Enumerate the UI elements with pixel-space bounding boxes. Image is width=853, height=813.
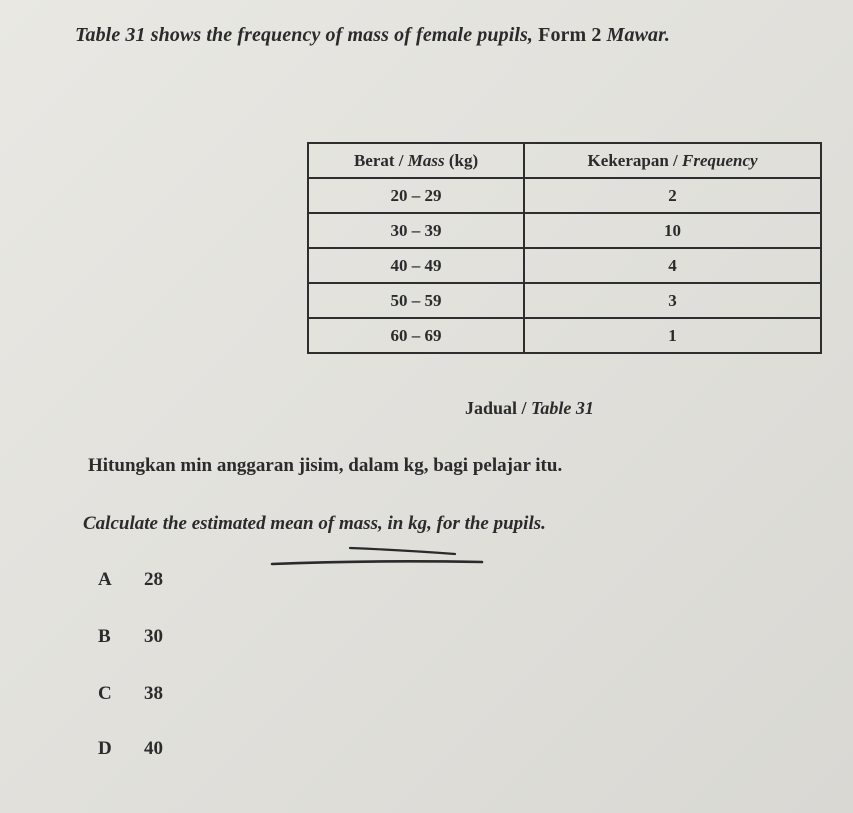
frequency-cell: 2 <box>524 178 821 213</box>
class-name: Mawar. <box>606 24 670 46</box>
form-level: Form 2 <box>538 24 602 46</box>
pen-underline-mark <box>270 540 490 570</box>
option-letter: C <box>98 683 112 704</box>
option-value: 28 <box>144 569 163 590</box>
option-b[interactable] <box>98 626 163 648</box>
option-letter: A <box>98 569 112 590</box>
question-english: Calculate the estimated mean of mass, in kg, for the pupils. <box>83 513 546 534</box>
mass-range-cell: 60 – 69 <box>308 318 524 353</box>
caption-ms: Jadual / <box>465 398 532 418</box>
frequency-table <box>307 142 822 354</box>
mass-header-en: Mass <box>407 150 445 170</box>
caption-en: Table 31 <box>531 398 594 418</box>
option-value: 40 <box>144 738 163 759</box>
question-intro <box>75 24 670 47</box>
question-malay: Hitungkan min anggaran jisim, dalam kg, bagi pelajar itu. <box>88 455 563 476</box>
table-caption <box>465 398 594 419</box>
table-row <box>308 318 821 353</box>
mass-range-cell: 50 – 59 <box>308 283 524 318</box>
option-value: 30 <box>144 626 163 647</box>
mass-range-cell: 40 – 49 <box>308 248 524 283</box>
option-letter: D <box>98 738 112 759</box>
frequency-header-ms: Kekerapan / <box>587 150 682 170</box>
frequency-cell: 4 <box>524 248 821 283</box>
table-row <box>308 283 821 318</box>
frequency-header-en: Frequency <box>682 150 758 170</box>
frequency-cell: 1 <box>524 318 821 353</box>
option-c[interactable] <box>98 683 163 705</box>
option-value: 38 <box>144 683 163 704</box>
mass-header-ms: Berat / <box>353 150 408 170</box>
frequency-cell: 3 <box>524 283 821 318</box>
mass-header-unit: (kg) <box>444 150 479 170</box>
table-row <box>308 248 821 283</box>
table-reference: Table 31 <box>75 24 146 46</box>
option-letter: B <box>98 626 111 647</box>
option-a[interactable] <box>98 569 163 591</box>
mass-range-cell: 20 – 29 <box>308 178 524 213</box>
frequency-header <box>524 143 821 178</box>
table-row <box>308 213 821 248</box>
mass-range-cell: 30 – 39 <box>308 213 524 248</box>
table-header-row <box>308 143 821 178</box>
intro-text: shows the frequency of mass of female pupils, <box>150 24 534 46</box>
mass-header <box>308 143 524 178</box>
table-row <box>308 178 821 213</box>
option-d[interactable] <box>98 738 163 760</box>
frequency-cell: 10 <box>524 213 821 248</box>
